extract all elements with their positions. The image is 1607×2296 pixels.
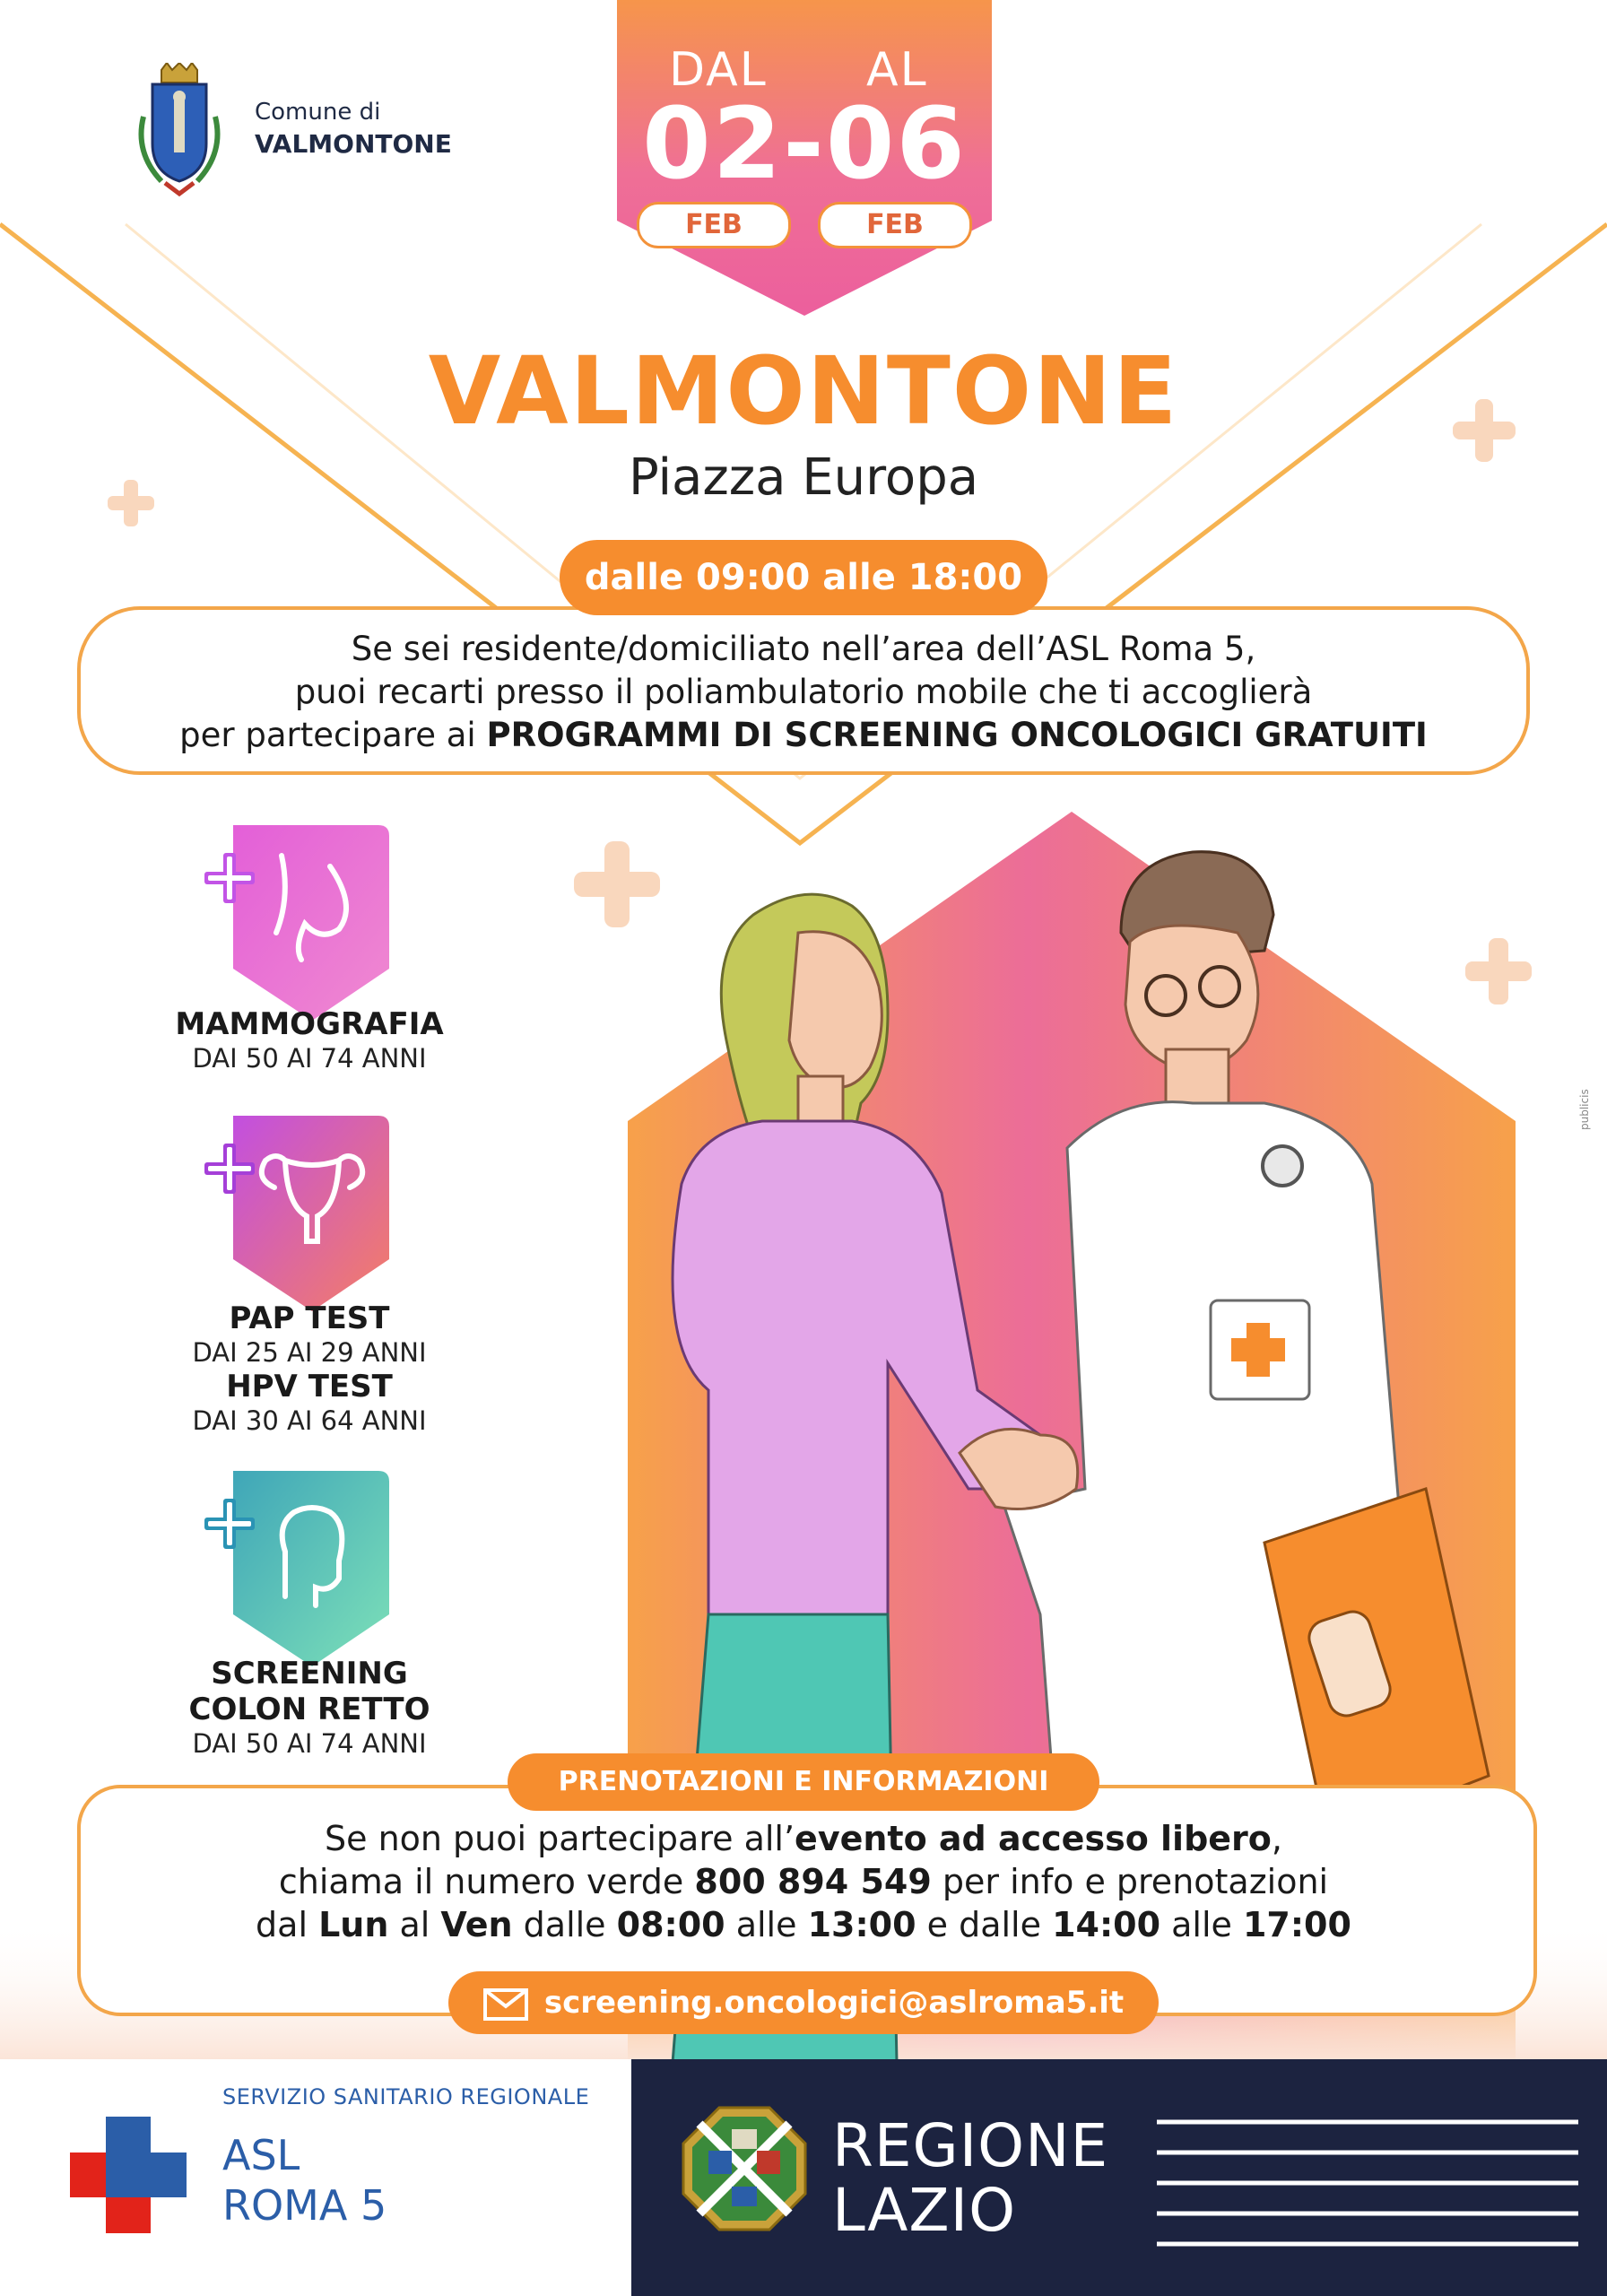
- regione-footer: [631, 2059, 1607, 2296]
- month-to-pill: FEB: [818, 202, 972, 248]
- mammografia-age: DAI 50 AI 74 ANNI: [192, 1043, 427, 1074]
- colon-label: [135, 1656, 484, 1760]
- info-text: [77, 1817, 1530, 1946]
- date-to-label: AL: [866, 43, 928, 97]
- regione-lazio-emblem: [682, 2106, 807, 2231]
- pap-test-title: PAP TEST: [229, 1300, 390, 1336]
- asl-cross-icon: [70, 2117, 187, 2233]
- colon-icon: [204, 1471, 389, 1668]
- mammografia-title: MAMMOGRAFIA: [175, 1006, 444, 1042]
- decorative-lines: [1157, 2115, 1578, 2249]
- regione-label: REGIONE: [832, 2111, 1109, 2180]
- month-from-pill: FEB: [637, 202, 791, 248]
- breast-icon: [204, 825, 389, 1022]
- info-line-2: chiama il numero verde 800 894 549 per info e prenotazioni: [278, 1862, 1329, 1901]
- comune-crest-icon: [126, 63, 233, 197]
- asl-name: ASL: [222, 2131, 300, 2179]
- colon-title-1: SCREENING: [211, 1656, 408, 1692]
- vertical-credit: publicis: [1578, 1089, 1591, 1130]
- date-range: 02-06: [642, 86, 967, 201]
- intro-highlight: PROGRAMMI DI SCREENING ONCOLOGICI GRATUITI: [486, 716, 1428, 754]
- ssr-label: SERVIZIO SANITARIO REGIONALE: [222, 2084, 590, 2109]
- event-hours: dalle 09:00 alle 18:00: [560, 540, 1047, 615]
- hpv-test-age: DAI 30 AI 64 ANNI: [192, 1405, 427, 1436]
- info-line-3: dal Lun al Ven dalle 08:00 alle 13:00 e dalle 14:00 alle 17:00: [256, 1905, 1351, 1944]
- colon-age: DAI 50 AI 74 ANNI: [192, 1728, 427, 1759]
- intro-line-2: puoi recarti presso il poliambulatorio mobile che ti accoglierà: [294, 673, 1313, 711]
- date-flag: [617, 0, 992, 316]
- info-line-1: Se non puoi partecipare all’evento ad accesso libero,: [324, 1819, 1282, 1858]
- colon-title-2: COLON RETTO: [188, 1692, 430, 1727]
- event-city: VALMONTONE: [428, 336, 1179, 446]
- lazio-label: LAZIO: [832, 2176, 1017, 2245]
- toll-free-number[interactable]: 800 894 549: [694, 1862, 932, 1901]
- email-address[interactable]: screening.oncologici@aslroma5.it: [543, 1985, 1125, 2021]
- comune-logo: [126, 63, 452, 197]
- mammografia-label: [135, 1006, 484, 1074]
- hpv-test-title: HPV TEST: [226, 1369, 393, 1405]
- uterus-icon: [204, 1116, 389, 1313]
- date-from-label: DAL: [669, 43, 768, 97]
- pap-hpv-label: [135, 1300, 484, 1437]
- email-link[interactable]: [448, 1971, 1159, 2034]
- asl-footer: [0, 2059, 631, 2296]
- intro-line-3: per partecipare ai PROGRAMMI DI SCREENING ONCOLOGICI GRATUITI: [179, 716, 1428, 754]
- comune-name: VALMONTONE: [255, 129, 452, 159]
- pap-test-age: DAI 25 AI 29 ANNI: [192, 1337, 427, 1368]
- intro-line-1: Se sei residente/domiciliato nell’area dell’ASL Roma 5,: [351, 630, 1256, 668]
- event-place: Piazza Europa: [628, 448, 979, 507]
- envelope-icon: [483, 1988, 528, 2021]
- info-title: PRENOTAZIONI E INFORMAZIONI: [508, 1753, 1099, 1811]
- intro-box: [77, 606, 1530, 775]
- asl-subname: ROMA 5: [222, 2181, 387, 2230]
- handshake: [960, 1429, 1078, 1509]
- comune-label: Comune di: [255, 99, 381, 126]
